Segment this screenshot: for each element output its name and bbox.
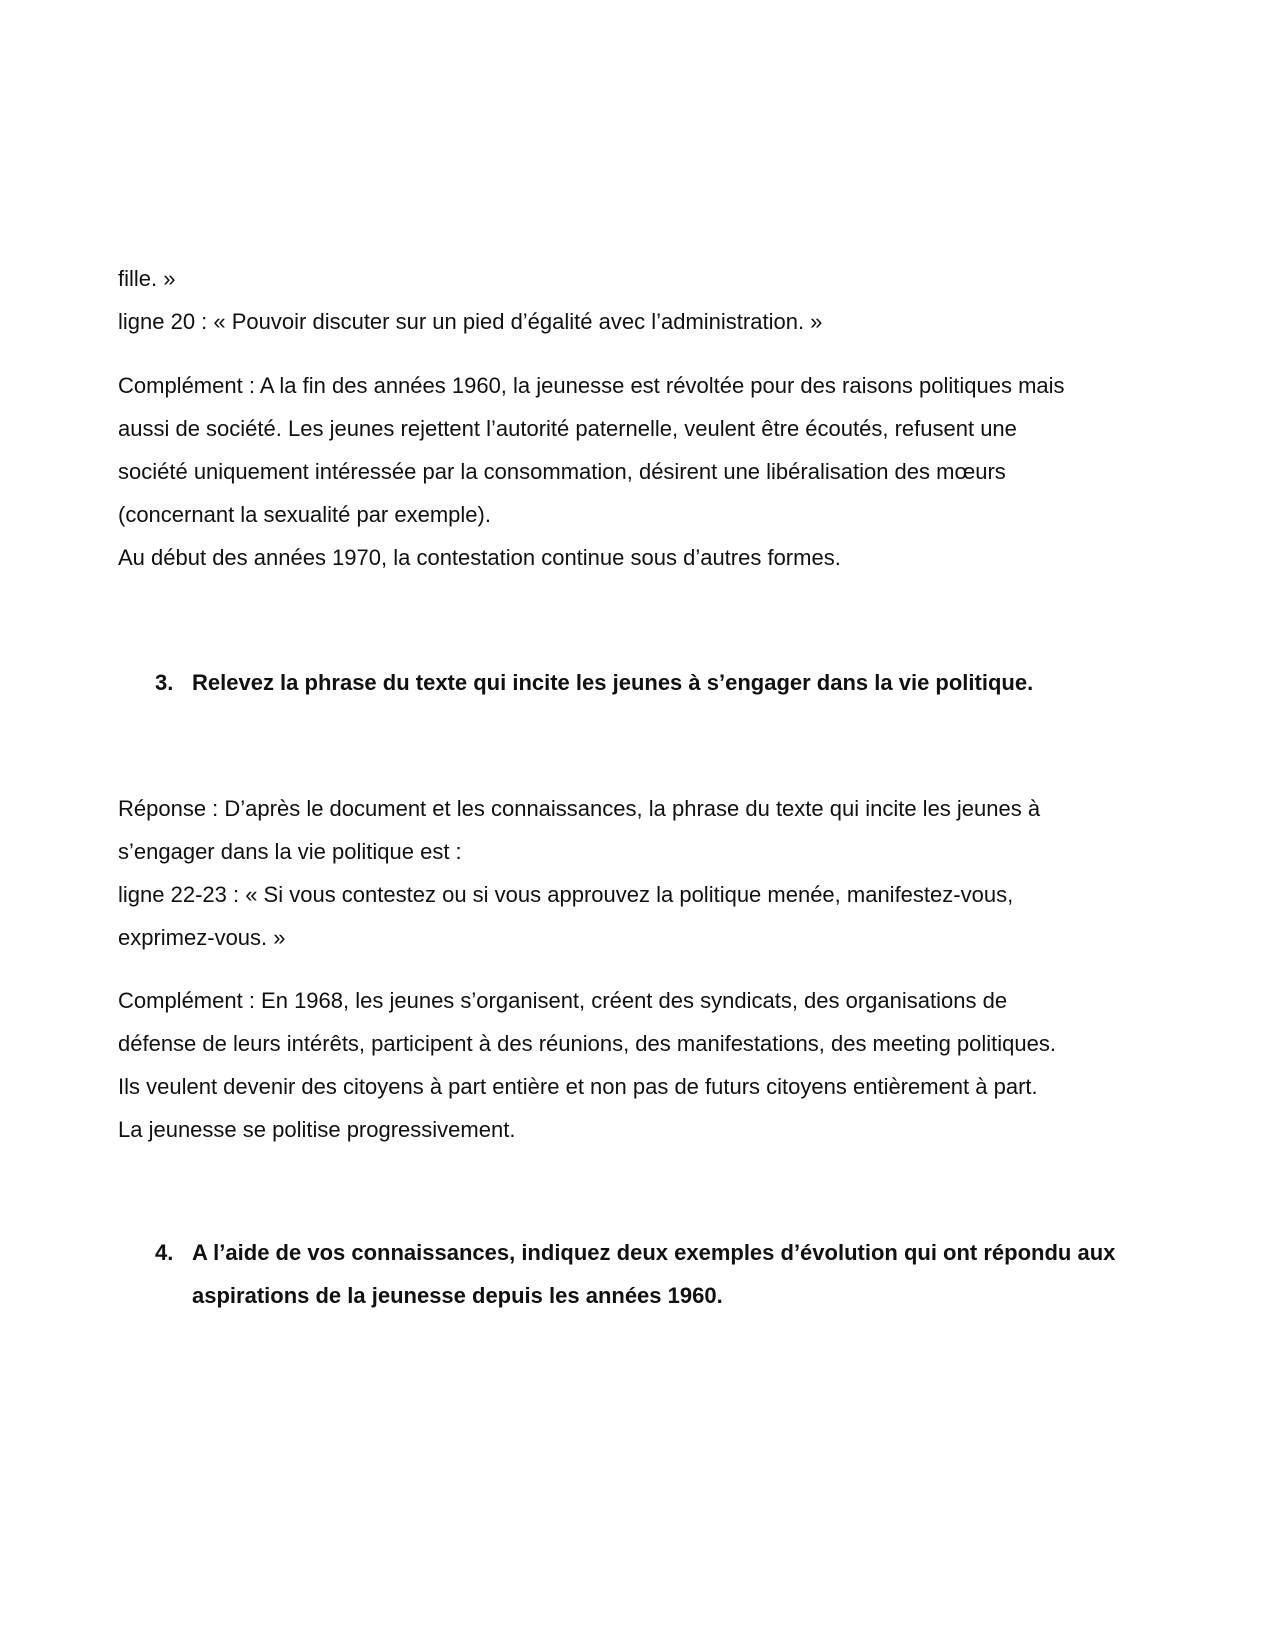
complement-2-line: défense de leurs intérêts, participent à des réunions, des manifestations, des meeting politiques.	[118, 1031, 1056, 1056]
question-4	[0, 1239, 1275, 1309]
question-4-line-2: aspirations de la jeunesse depuis les années 1960.	[192, 1283, 723, 1308]
complement-1-line: société uniquement intéressée par la consommation, désirent une libéralisation des mœurs	[118, 459, 1006, 484]
complement-1-line: Au début des années 1970, la contestation continue sous d’autres formes.	[118, 545, 841, 570]
complement-1-line: (concernant la sexualité par exemple).	[118, 502, 491, 527]
response-3-line: exprimez-vous. »	[118, 925, 286, 950]
question-3-text: Relevez la phrase du texte qui incite les jeunes à s’engager dans la vie politique.	[192, 670, 1034, 695]
response-3-line: Réponse : D’après le document et les connaissances, la phrase du texte qui incite les jeunes à	[118, 796, 1041, 821]
response-3-line: ligne 22-23 : « Si vous contestez ou si vous approuvez la politique menée, manifestez-vous,	[118, 882, 1014, 907]
complement-2-line: Complément : En 1968, les jeunes s’organisent, créent des syndicats, des organisations de	[118, 988, 1008, 1013]
complement-1-line: Complément : A la fin des années 1960, la jeunesse est révoltée pour des raisons politiques mais	[118, 373, 1065, 398]
question-4-line-1: A l’aide de vos connaissances, indiquez deux exemples d’évolution qui ont répondu aux	[192, 1240, 1116, 1265]
quote-line-20: ligne 20 : « Pouvoir discuter sur un pied d’égalité avec l’administration. »	[118, 309, 823, 334]
complement-2-line: Ils veulent devenir des citoyens à part entière et non pas de futurs citoyens entièrement à part.	[118, 1074, 1038, 1099]
complement-1-line: aussi de société. Les jeunes rejettent l’autorité paternelle, veulent être écoutés, refusent une	[118, 416, 1017, 441]
question-4-number: 4.	[155, 1240, 174, 1265]
complement-2-line: La jeunesse se politise progressivement.	[118, 1117, 516, 1142]
quote-continuation: fille. »	[118, 266, 176, 291]
question-3-number: 3.	[155, 670, 174, 695]
response-3-line: s’engager dans la vie politique est :	[118, 839, 462, 864]
